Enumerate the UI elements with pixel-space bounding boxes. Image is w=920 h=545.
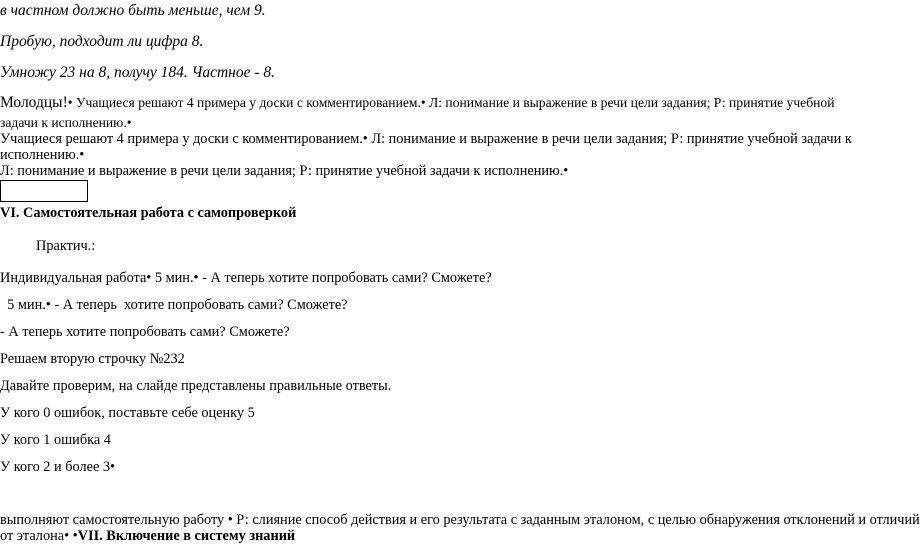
text-line-4 bbox=[0, 94, 834, 112]
text-line-3: Умножу 23 на 8, получу 184. Частное - 8. bbox=[0, 64, 276, 81]
text-line-16: У кого 0 ошибок, поставьте себе оценку 5 bbox=[0, 405, 255, 421]
text-line-20 bbox=[0, 528, 295, 545]
empty-box bbox=[0, 180, 88, 202]
text-line-19: выполняют самостоятельную работу • Р: слияние способ действия и его результата с заданным эталоном, с целью обнаружения отклонений и отличий bbox=[0, 512, 920, 528]
text-line-7: исполнению.• bbox=[0, 147, 85, 163]
text-line-6: Учащиеся решают 4 примера у доски с комментированием.• Л: понимание и выражение в речи цели задания; Р: принятие учебной задачи к bbox=[0, 131, 852, 147]
text-line-11: Индивидуальная работа• 5 мин.• - А теперь хотите попробовать сами? Сможете? bbox=[0, 270, 492, 286]
text-line-18: У кого 2 и более 3• bbox=[0, 459, 116, 475]
section-heading-vii: VII. Включение в систему знаний bbox=[77, 528, 296, 544]
text-line-17: У кого 1 ошибка 4 bbox=[0, 432, 111, 448]
text-line-2: Пробую, подходит ли цифра 8. bbox=[0, 33, 204, 50]
text-line-20-plain: от эталона• • bbox=[0, 528, 78, 544]
text-line-12: 5 мин.• - А теперь хотите попробовать сами? Сможете? bbox=[0, 297, 348, 313]
text-line-5: задачи к исполнению.• bbox=[0, 115, 132, 130]
text-line-13: - А теперь хотите попробовать сами? Сможете? bbox=[0, 324, 290, 340]
text-line-8: Л: понимание и выражение в речи цели задания; Р: принятие учебной задачи к исполнению.• bbox=[0, 163, 569, 179]
text-line-14: Решаем вторую строчку №232 bbox=[0, 351, 185, 367]
praise-word: Молодцы! bbox=[0, 94, 68, 111]
section-heading-vi: VI. Самостоятельная работа с самопроверкой bbox=[0, 205, 297, 221]
text-line-1: в частном должно быть меньше, чем 9. bbox=[0, 2, 266, 19]
text-line-practical: Практич.: bbox=[36, 238, 96, 254]
text-line-4-rest: • Учащиеся решают 4 примера у доски с комментированием.• Л: понимание и выражение в речи цели задания; Р: принятие учебной bbox=[67, 95, 835, 110]
text-line-15: Давайте проверим, на слайде представлены правильные ответы. bbox=[0, 378, 392, 394]
